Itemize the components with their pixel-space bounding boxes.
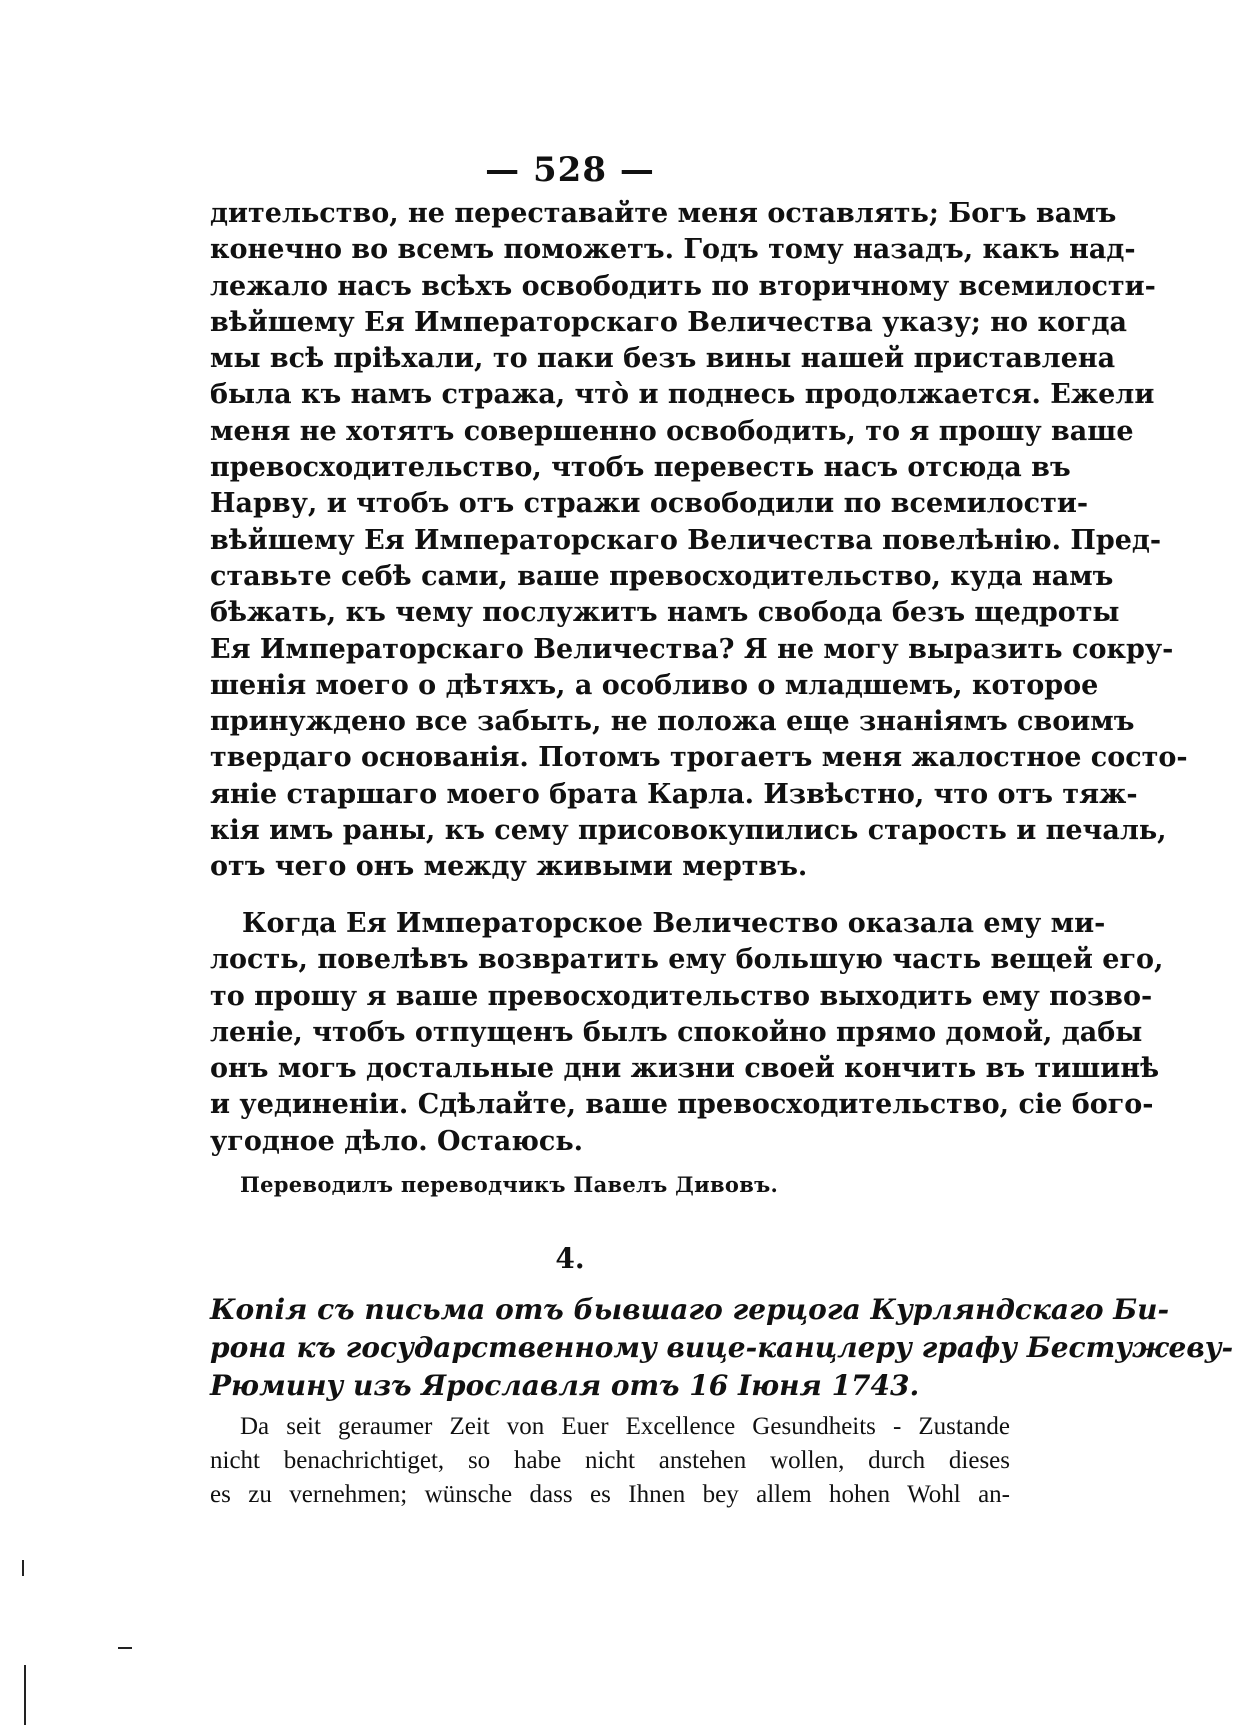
text-line: и уединеніи. Сдѣлайте, ваше превосходительство, сіе бого- [210, 1089, 1154, 1121]
text-line: вѣйшему Ея Императорскаго Величества повелѣнію. Пред- [210, 524, 1162, 556]
text-line: была къ намъ стража, что̀ и поднесь продолжается. Ежели [210, 379, 1155, 411]
text-line: ставьте себѣ сами, ваше превосходительство, куда намъ [210, 560, 1114, 592]
german-letter-text [210, 1410, 1010, 1512]
text-line: принуждено все забыть, не положа еще знаніямъ своимъ [210, 706, 1135, 738]
text-line: Нарву, и чтобъ отъ стражи освободили по всемилости- [210, 488, 1089, 520]
text-line: вѣйшему Ея Императорскаго Величества указу; но когда [210, 306, 1128, 338]
margin-dash-mark [118, 1647, 132, 1649]
text-line: онъ могъ достальные дни жизни своей кончить въ тишинѣ [210, 1053, 1160, 1085]
text-line: превосходительство, чтобъ перевесть насъ отсюда въ [210, 452, 1071, 484]
text-line: конечно во всемъ поможетъ. Годъ тому назадъ, какъ над- [210, 234, 1136, 266]
text-line: кія имъ раны, къ сему присовокупились старость и печаль, [210, 815, 1167, 847]
text-line: яніе старшаго моего брата Карла. Извѣстно, что отъ тяж- [210, 778, 1138, 810]
text-line: то прошу я ваше превосходительство выходить ему позво- [210, 980, 1153, 1012]
text-line: мы всѣ пріѣхали, то паки безъ вины нашей приставлена [210, 343, 1116, 375]
text-line: Da seit geraumer Zeit von Euer Excellence Gesundheits - Zustande [240, 1413, 1010, 1440]
margin-line-mark [24, 1665, 26, 1725]
page-number: — 528 — [485, 150, 655, 190]
letter-paragraph-1 [210, 196, 1188, 886]
section-heading [210, 1291, 1233, 1405]
text-line: nicht benachrichtiget, so habe nicht anstehen wollen, durch dieses [210, 1447, 1010, 1474]
heading-line: Рюмину изъ Ярославля отъ 16 Іюня 1743. [210, 1369, 920, 1402]
translator-signature: Переводилъ переводчикъ Павелъ Дивовъ. [240, 1172, 779, 1197]
text-line: дительство, не переставайте меня оставлять; Богъ вамъ [210, 198, 1117, 229]
text-line: бѣжать, къ чему послужитъ намъ свобода безъ щедроты [210, 597, 1120, 629]
text-line: меня не хотятъ совершенно освободить, то я прошу ваше [210, 415, 1134, 447]
text-line: лежало насъ всѣхъ освободить по вторичному всемилости- [210, 270, 1156, 302]
text-line: es zu vernehmen; wünsche dass es Ihnen bey allem hohen Wohl an- [210, 1481, 1010, 1508]
text-line: лость, повелѣвъ возвратить ему большую часть вещей его, [210, 944, 1164, 976]
text-line: Ея Императорскаго Величества? Я не могу выразить сокру- [210, 633, 1174, 665]
text-line: леніе, чтобъ отпущенъ былъ спокойно прямо домой, дабы [210, 1016, 1143, 1048]
margin-tick-mark [22, 1560, 24, 1576]
text-line: шенія моего о дѣтяхъ, а особливо о младшемъ, которое [210, 669, 1099, 701]
heading-line: Копія съ письма отъ бывшаго герцога Курляндскаго Би- [210, 1293, 1170, 1326]
heading-line: рона къ государственному вице-канцлеру графу Бестужеву- [210, 1331, 1233, 1364]
text-line: Когда Ея Императорское Величество оказала ему ми- [242, 908, 1106, 939]
section-number: 4. [555, 1242, 585, 1275]
text-line: отъ чего онъ между живыми мертвъ. [210, 851, 808, 883]
text-line: угодное дѣло. Остаюсь. [210, 1125, 584, 1157]
letter-paragraph-2 [210, 906, 1164, 1160]
text-line: твердаго основанія. Потомъ трогаетъ меня жалостное состо- [210, 742, 1188, 774]
